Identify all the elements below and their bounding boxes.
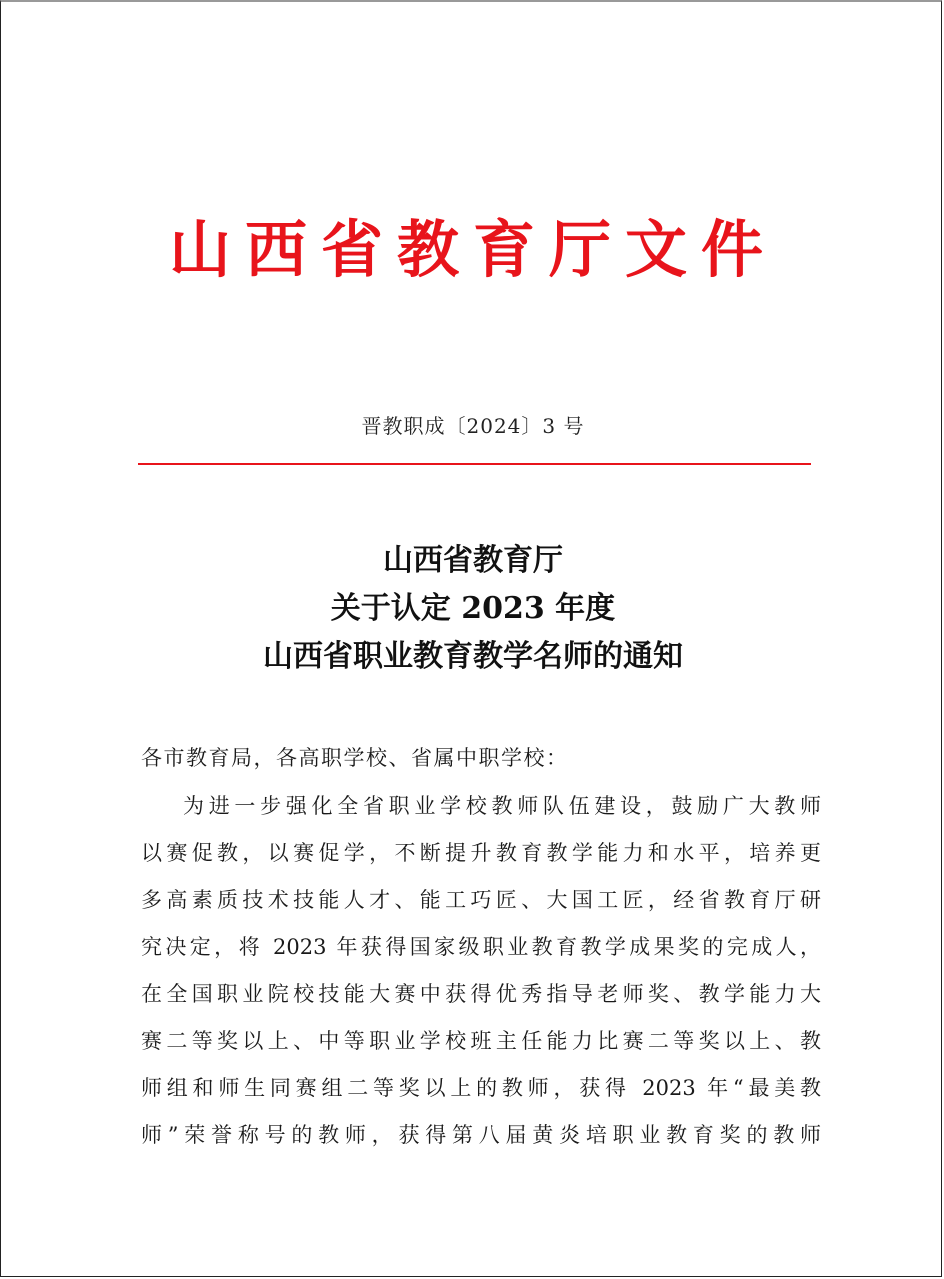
- body-line: 师”荣誉称号的教师，获得第八届黄炎培职业教育奖的教师: [141, 1123, 821, 1147]
- notice-title: [131, 537, 815, 681]
- body-line: 赛二等奖以上、中等职业学校班主任能力比赛二等奖以上、教: [141, 1029, 821, 1053]
- recipients-line: 各市教育局，各高职学校、省属中职学校：: [141, 746, 569, 770]
- title-line-2: 关于认定 2023 年度: [330, 591, 616, 626]
- document-number: 晋教职成〔2024〕3 号: [361, 414, 585, 438]
- body-line: 多高素质技术技能人才、能工巧匠、大国工匠，经省教育厅研: [141, 888, 821, 912]
- body-line: 在全国职业院校技能大赛中获得优秀指导老师奖、教学能力大: [141, 982, 821, 1006]
- body-line: 以赛促教，以赛促学，不断提升教育教学能力和水平，培养更: [141, 841, 821, 865]
- document-masthead: 山西省教育厅文件: [168, 213, 777, 286]
- body-line: 师组和师生同赛组二等奖以上的教师，获得 2023 年“最美教: [141, 1076, 821, 1100]
- body-paragraph: [141, 783, 821, 1159]
- title-line-3: 山西省职业教育教学名师的通知: [263, 639, 683, 674]
- body-line: 为进一步强化全省职业学校教师队伍建设，鼓励广大教师: [183, 794, 821, 818]
- body-line: 究决定，将 2023 年获得国家级职业教育教学成果奖的完成人，: [141, 935, 821, 959]
- red-divider-line: [138, 463, 811, 465]
- title-line-1: 山西省教育厅: [383, 543, 563, 578]
